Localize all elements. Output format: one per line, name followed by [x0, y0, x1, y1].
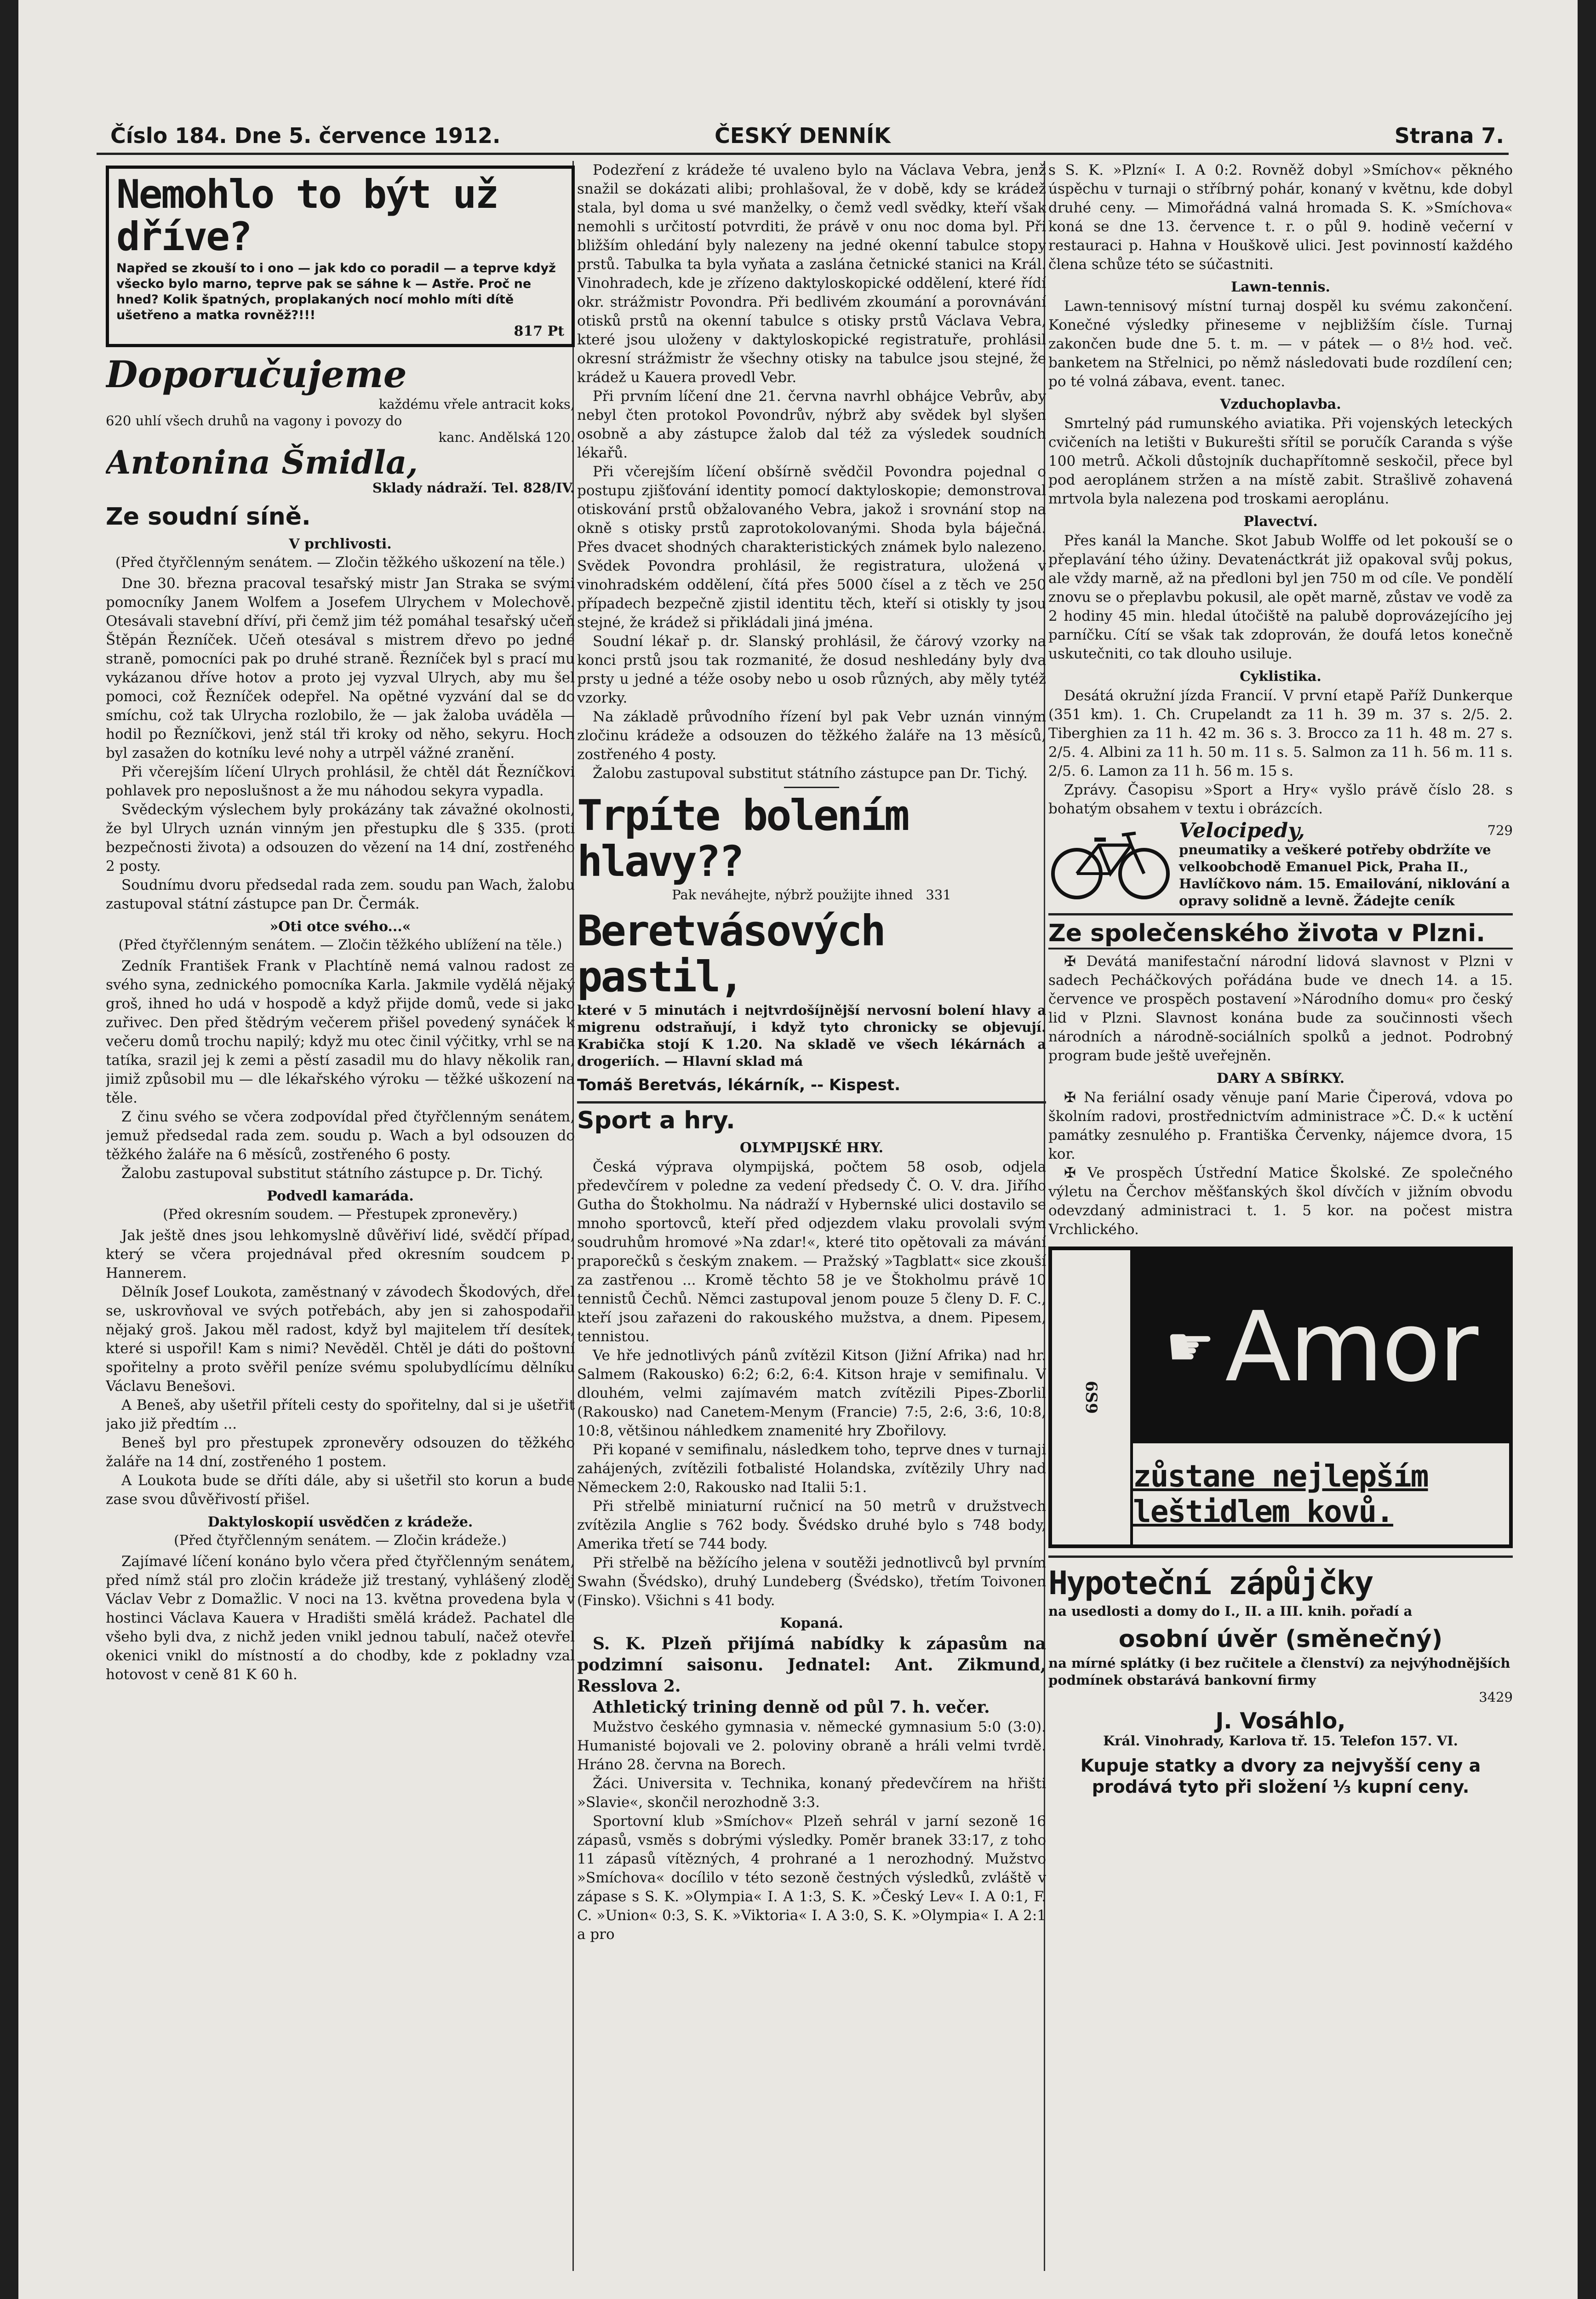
ad-body: pneumatiky a veškeré potřeby obdržíte ve velkoobchodě Emanuel Pick, Praha II., Havlíčkovo nám. 15. Emailování, niklování a opravy solidně a levně. Žádejte ceník [1179, 842, 1510, 909]
section-heading: Ze společenského života v Plzni. [1048, 919, 1513, 949]
ad-headline-row [1179, 819, 1513, 842]
ad-line: Kupuje statky a dvory za nejvyšší ceny a prodává tyto při složení ⅓ kupní ceny. [1080, 1756, 1481, 1797]
astra-advertisement [106, 166, 575, 347]
article-paragraph: Lawn-tennisový místní turnaj dospěl ku svému zakončení. Konečné výsledky přineseme v nejbližším čísle. Turnaj zakončen bude dne 5. t. m. — v pátek — o 8½ hod. več. banketem na Střelnici, po němž následovati bude rozdílení cen; po té volná zábava, event. tanec. [1048, 298, 1513, 390]
ad-company: J. Vosáhlo, [1215, 1708, 1346, 1734]
newspaper-page [18, 0, 1578, 2299]
amor-slogan: zůstane nejlepším leštidlem kovů. [1133, 1458, 1428, 1529]
article-paragraph: Sportovní klub »Smíchov« Plzeň sehrál v jarní sezoně 16 zápasů, vsměs s dobrými výsledky. Poměr branek 33:17, z toho 11 zápasů vítězných, 4 prohrané a 1 nerozhodný. Mužstvo »Smíchova« docílilo v této sezoně čestných výsledků, zvláště v zápase s S. K. »Olympia« I. A 1:3, S. K. »Český Lev« I. A 0:1, F. C. »Union« 0:3, S. K. »Viktoria« I. A 3:0, S. K. »Olympia« I. A 2:1 a pro [577, 1813, 1046, 1943]
ad-headline: Nemohlo to být už dříve? [116, 172, 498, 260]
ad-line: 620 uhlí všech druhů na vagony i povozy do [106, 413, 402, 429]
ad-body: které v 5 minutách i nejtvrdošíjnější nervosní bolení hlavy a migrenu odstraňují, i když tyto chronicky se objevují. Krabička stojí K 1.20. Na skladě ve všech lékárnách a drogeriích. — Hlavní sklad má [577, 1002, 1046, 1069]
ad-number: 729 [1487, 823, 1513, 838]
ad-seller: Tomáš Beretvás, lékárník, -- Kispest. [577, 1076, 900, 1094]
article-paragraph: Zprávy. Časopisu »Sport a Hry« vyšlo právě číslo 28. s bohatým obsahem v textu i obrázcích. [1048, 782, 1513, 817]
ad-subline-text: Pak neváhejte, nýbrž použijte ihned [672, 887, 913, 903]
article-paragraph: Beneš byl pro přestupek zpronevěry odsouzen do těžkého žaláře na 14 dní, zostřeného 1 postem. [106, 1435, 575, 1470]
article-paragraph: ✠ Ve prospěch Ústřední Matice Školské. Ze společného výletu na Čerchov měšťanských škol dívčích v jižním obvodu odevzdaný administraci t. 1. 5 kor. na počest mistra Vrchlického. [1048, 1165, 1513, 1238]
article-paragraph: Zajímavé líčení konáno bylo včera před čtyřčlenným senátem, před nímž stál pro zločin krádeže již trestaný, vyhlášený zloděj Václav Vebr z Domažlic. V noci na 13. května provedena byla v hostinci Václava Kauera v Hradišti smělá krádež. Pachatel dle všeho byli dva, z nichž jeden vnikl jednou tabulí, načež otevřel okenici vnikl do místností a do chodby, kde z pokladny vzal hotovost v ceně 81 K 60 h. [106, 1553, 575, 1683]
article-title: Daktyloskopií usvědčen z krádeže. [207, 1514, 473, 1530]
coal-advertisement [106, 355, 575, 496]
article-title: Plavectví. [1243, 514, 1318, 530]
article-v-prchlivosti [106, 536, 575, 914]
article-paragraph: Mužstvo českého gymnasia v. německé gymnasium 5:0 (3:0). Humanisté bojovali ve 2. poloviny obraně a hráli velmi tvrdě. Hráno 28. června na Borech. [577, 1719, 1046, 1773]
ad-address: Král. Vinohrady, Karlova tř. 15. Telefon 157. VI. [1103, 1733, 1458, 1749]
scan-edge-left [0, 0, 18, 2299]
ad-headline: Trpíte bolením hlavy?? [577, 791, 908, 886]
article-paragraph: Desátá okružní jízda Francií. V první etapě Paříž Dunkerque (351 km). 1. Ch. Crupelandt za 11 h. 39 m. 37 s. 2/5. 2. Tiberghien za 11 h. 42 m. 36 s. 3. Brocco za 11 h. 48 m. 27 s. 2/5. 4. Albini za 11 h. 50 m. 11 s. 5. Salmon za 11 h. 56 m. 11 s. 2/5. 6. Lamon za 11 h. 56 m. 15 s. [1048, 687, 1513, 779]
ad-company: Antonina Šmidla, [106, 443, 418, 481]
article-paragraph: Zedník František Frank v Plachtíně nemá valnou radost ze svého syna, zednického pomocníka Karla. Jakmile vydělá nějaký groš, ihned ho udá v hospodě a když přijde domů, vede si jako zuřivec. Den před štědrým večerem přišel povedený synáček k večeru domů trochu napilý; když mu otec činil výčitky, vrhl se na tatíka, srazil jej k zemi a pěstí zasadil mu do hlavy několik ran, jimiž způsobil mu — dle lékařského výroku — těžké uškození na těle. [106, 958, 575, 1106]
amor-brand: Amor [1225, 1290, 1477, 1403]
article-paragraph: Soudní lékař p. dr. Slanský prohlásil, že čárový vzorky na konci prstů jsou tak rozmanité, že dosud neshledány byly dva prsty u jedné a téže osoby nebo u osob různých, aby měly tytéž vzorky. [577, 633, 1046, 706]
velocipede-advertisement [1048, 819, 1513, 915]
article-daktyloskopie [106, 1514, 575, 1684]
article-paragraph: Podezření z krádeže té uvaleno bylo na Václava Vebra, jenž snažil se dokázati alibi; prohlašoval, že v době, kdy se krádež stala, byl doma u své manželky, o čemž vedl svědky, kteří však nemohli s určitostí potvrditi, že právě v onu noc doma byl. Při bližším ohledání byly nalezeny na jedné okenní tabulce stopy prstů. Tabulka ta byla vyňata a zaslána četnické stanici na Král. Vinohradech, kde je zřízeno daktyloskopické oddělení, které řídí okr. strážmistr Povondra. Při bedlivém zkoumání a porovnávání otisků prstů na okenní tabulce s otisky prstů Václava Vebra, které jsou uloženy v daktyloskopické registratuře, prohlásil okresní strážmistr že všechny otisky na tabulce jsou stejné, že krádež u Kauera provedl Vebr. [577, 162, 1046, 386]
article-title: DARY A SBÍRKY. [1216, 1070, 1345, 1087]
issue-info: Číslo 184. Dne 5. července 1912. [110, 123, 501, 148]
article-court-note: (Před čtyřčlenným senátem. — Zločin krádeže.) [174, 1533, 507, 1549]
mortgage-advertisement [1048, 1556, 1513, 1797]
ad-headline: Doporučujeme [106, 353, 407, 396]
ad-body: Napřed se zkouší to i ono — jak kdo co poradil — a teprve když všecko bylo marno, teprve pak se sáhne k — Astře. Proč ne hned? Kolik špatných, proplakaných nocí mohlo míti dítě ušetřeno a matka rovněž?!!! [116, 261, 556, 322]
article-paragraph: Při prvním líčení dne 21. června navrhl obhájce Vebrův, aby nebyl čten protokol Povondrův, nýbrž aby svědek byl slyšen osobně a aby zástupce žalob dal též za výsledek soudních lékařů. [577, 388, 1046, 461]
article-paragraph: Při kopané v semifinalu, následkem toho, teprve dnes v turnaji zahájených, zvítězili fotbalisté Holandska, zvítězily Uhry nad Německem 2:0, Rakousko nad Italii 5:1. [577, 1441, 1046, 1496]
article-paragraph: Žalobu zastupoval substitut státního zástupce p. Dr. Tichý. [121, 1165, 543, 1182]
article-title: »Oti otce svého...« [269, 919, 411, 935]
article-paragraph: Na základě průvodního řízení byl pak Vebr uznán vinným zločinu krádeže a odsouzen do těžkého žaláře na 13 měsíců, zostřeného 4 posty. [577, 709, 1046, 763]
section-heading: Sport a hry. [577, 1101, 1046, 1135]
article-paragraph: Při střelbě miniaturní ručnicí na 50 metrů v družstvech zvítězila Anglie s 762 body. Švédsko druhé bylo s 748 body, Amerika třetí se 744 body. [577, 1498, 1046, 1552]
amor-main-panel [1133, 1250, 1509, 1544]
article-paragraph: s S. K. »Plzní« I. A 0:2. Rovněž dobyl »Smíchov« pěkného úspěchu v turnaji o stříbrný pohár, konaný v květnu, kde dobyl druhé ceny. — Mimořádná valná hromada S. K. »Smíchova« koná se dne 13. července t. r. o půl 9. hodině večerní v restauraci p. Hahna v Houškově ulici. Jest povinností každého člena schůze této se súčastniti. [1048, 162, 1513, 273]
section-heading: Ze soudní síně. [106, 503, 311, 531]
article-court-note: (Před čtyřčlenným senátem. — Zločin těžkého uškození na těle.) [115, 555, 566, 571]
article-title: Cyklistika. [1240, 669, 1321, 685]
ad-line: každému vřele antracit koks, [378, 396, 575, 412]
column-3 [1048, 161, 1513, 2271]
ad-number: 6S9 [1082, 1381, 1100, 1414]
article-oti-otce [106, 918, 575, 1183]
article-paragraph: Smrtelný pád rumunského aviatika. Při vojenských leteckých cvičeních na letišti v Bukurešti sřítil se poručík Caranda s výše 100 metrů. Ačkoli důstojník duchapřítomně seskočil, přece byl pod aeroplánem stržen a na místě zabit. Strašlivě zohavená mrtvola byla nalezena pod troskami aeroplánu. [1048, 415, 1513, 507]
amor-side-panel [1052, 1250, 1133, 1544]
article-paragraph: Při střelbě na běžícího jelena v soutěži jednotlivců byl prvním Swahn (Švédsko), druhý Lundeberg (Švédsko), třetím Toivonen (Finsko). Všichni s 41 body. [577, 1555, 1046, 1609]
article-title: Lawn-tennis. [1231, 279, 1330, 295]
article-paragraph: Přes kanál la Manche. Skot Jabub Wolffe od let pokouší se o přeplavání tého úžiny. Devatenáctkrát již opakoval svůj pokus, ale vždy marně, až na předloni byl jen 750 m od cíle. Ve pondělí znovu se o přeplavbu pokusil, ale opět marně, zůstav ve vodě za 2 hodiny 45 min. hledal útočiště na palubě doprovázejícího jej parníčku. Cítí se však tak zdoprován, že doufá letos konečně uskutečniti, co tak dlouho usiluje. [1048, 532, 1513, 662]
ad-line: kanc. Andělská 120. [438, 429, 575, 445]
ad-number: 817 Pt [514, 323, 564, 339]
article-paragraph: A Beneš, aby ušetřil příteli cesty do spořitelny, dal si je ušetřit jako již předtím ... [106, 1397, 575, 1432]
bicycle-icon [1048, 822, 1173, 900]
ad-headline: Hypoteční zápůjčky [1048, 1564, 1373, 1602]
article-paragraph: A Loukota bude se dříti dále, aby si ušetřil sto korun a bude zase svou důvěřivostí přišel. [106, 1472, 575, 1508]
velocipede-ad-text [1179, 819, 1513, 909]
article-paragraph: Žáci. Universita v. Technika, konaný předevčírem na hřišti »Slavie«, skončil nerozhodně 3:3. [577, 1775, 1046, 1811]
article-paragraph: Dělník Josef Loukota, zaměstnaný v závodech Škodových, dřel se, uskrovňoval ve svých potřebách, aby jen si zahospodařil nějaký groš. Jakou měl radost, když byl majitelem tří desítek, které si uspořil! Kam s nimi? Nevěděl. Chtěl je dáti do poštovní spořitelny a proto svěřil peníze svému spolubydlícímu dělníku Václavu Benešovi. [106, 1284, 575, 1395]
column-1 [106, 161, 575, 2271]
amor-advertisement [1048, 1247, 1513, 1548]
article-title: OLYMPIJSKÉ HRY. [739, 1140, 884, 1156]
ad-subline [577, 886, 1046, 904]
ad-line: na mírné splátky (i bez ručitele a členství) za nejvýhodnějších podmínek obstarává bankovní firmy [1048, 1655, 1510, 1688]
article-podvedl-kamarada [106, 1188, 575, 1509]
article-paragraph: ✠ Devátá manifestační národní lidová slavnost v Plzni v sadech Pecháčkových pořádána bude ve dnech 14. a 15. července ve prospěch postavení »Národního domu« pro český lid v Plzni. Slavnost konána bude za součinnosti všech národních a národně-sociálních spolků a jednot. Podrobný program bude ještě uveřejněn. [1048, 953, 1513, 1064]
ad-line: na usedlosti a domy do I., II. a III. knih. pořadí a [1048, 1603, 1413, 1619]
pointing-hand-icon: ☛ [1165, 1315, 1215, 1379]
article-paragraph: Česká výprava olympijská, počtem 58 osob, odjela předevčírem v poledne za vedení předsedy Č. O. V. dra. Jiřího Gutha do Štokholmu. Na nádraží v Hybernské ulici dostavilo se mnoho sportovců, kteří před odjezdem vlaku provolali svým soudruhům hromové »Na zdar!«, které tito opětovali za mávání praporečků s českým znakem. — Pražský »Tagblatt« sice zkouší za zastřenou ... Kromě těchto 58 je ve Štokholmu právě 10 tennistů Čechů. Němci zastupoval jenom pouze 5 členy D. F. C., kteří jsou zařazeni do rakouského mužstva, a dnem. Pipesem, tennistou. [577, 1159, 1046, 1345]
article-paragraph: S. K. Plzeň přijímá nabídky k zápasům na podzimní saisonu. Jednatel: Ant. Zikmund, Resslova 2. [577, 1634, 1046, 1696]
ad-line: Sklady nádraží. Tel. 828/IV. [372, 480, 575, 496]
article-title: V prchlivosti. [289, 536, 392, 552]
article-title: Podvedl kamaráda. [267, 1188, 414, 1204]
article-paragraph: ✠ Na feriální osady věnuje paní Marie Čiperová, vdova po školním radovi, prostřednictvím administrace »Č. D.« k uctění památky zesnulého p. Františka Červenky, nájemce dvora, 15 kor. [1048, 1089, 1513, 1162]
article-court-note: (Před okresním soudem. — Přestupek zpronevěry.) [163, 1207, 518, 1223]
ad-highlight: osobní úvěr (směnečný) [1118, 1625, 1443, 1653]
ad-headline: Velocipedy, [1179, 819, 1305, 842]
article-paragraph: Svědeckým výslechem byly prokázány tak závažné okolnosti, že byl Ulrych uznán vinným jen přestupku dle § 335. (proti bezpečnosti života) a odsouzen do vězení na 14 dní, zostřeného 2 posty. [106, 801, 575, 875]
article-paragraph: Žalobu zastupoval substitut státního zástupce pan Dr. Tichý. [593, 765, 1028, 782]
article-paragraph: Jak ještě dnes jsou lehkomyslně důvěřiví lidé, svědčí případ, který se včera projednával před okresním soudcem p. Hannerem. [106, 1227, 575, 1281]
article-title: Vzduchoplavba. [1220, 396, 1341, 412]
article-paragraph: Při včerejším líčení obšírně svědčil Povondra pojednal o postupu zjišťování identity pomocí daktyloskopie; demonstroval otiskování prstů obžalovaného Vebra, jakož i srovnání stop na okně s otisky prstů zaprotokolovanými. Shoda byla báječná. Přes dvacet shodných charakteristických známek bylo nalezeno. Svědek Povondra prohlásil, že registratura, uložená v vinohradském oddělení, čítá přes 5000 čísel a z těch ve 250 případech bezpečně zjistil identitu těch, kteří si otiskly ty jsou stejné, že krádež si přikládali jiná jména. [577, 463, 1046, 631]
article-paragraph: Z činu svého se včera zodpovídal před čtyřčlenným senátem, jemuž předsedal rada zem. soudu p. Wach a byl odsouzen do těžkého žaláře na 6 měsíců, zostřeného 6 posty. [106, 1109, 575, 1163]
page-number: Strana 7. [1394, 123, 1504, 148]
scan-edge-right [1578, 0, 1596, 2299]
article-paragraph: Athletický trining denně od půl 7. h. večer. [593, 1698, 990, 1717]
article-paragraph: Ve hře jednotlivých pánů zvítězil Kitson (Jižní Afrika) nad hr. Salmem (Rakousko) 6:2; 6:2, 6:4. Kitson hraje v semifinalu. V dlouhém, velmi zajímavém match zvítězili Pipes-Zborlil (Rakousko) nad Canetem-Menym (Francie) 7:5, 2:6, 3:6, 10:8, 10:8, většinou náhledkem znamenité hry Zbořilovy. [577, 1347, 1046, 1439]
ad-product: Beretvásových pastil, [577, 906, 885, 1001]
article-court-note: (Před čtyřčlenným senátem. — Zločin těžkého ublížení na těle.) [118, 937, 562, 953]
article-paragraph: Při včerejším líčení Ulrych prohlásil, že chtěl dát Řezníčkovi pohlavek pro neposlušnost a že mu náhodou sekyra vypadla. [106, 764, 575, 799]
page-header [97, 120, 1509, 155]
masthead-title: ČESKÝ DENNÍK [715, 123, 891, 148]
article-paragraph: Dne 30. března pracoval tesařský mistr Jan Straka se svými pomocníky Janem Wolfem a Josefem Ulrychem v Molechově. Otesávali stavební dříví, při čemž jim též pomáhal tesařský učeň Štěpán Řezníček. Učeň otesával s mistrem dřevo po jedné straně, pomocníci pak po druhé straně. Řezníček byl s prací mu vykázanou dříve hotov a proto jej vyzval Ulrych, aby mu šel pomoci, což Řezníček odepřel. Na opětné vyzvání dal se do smíchu, což tak Ulrycha rozlobilo, že — jak žaloba uváděla — hodil po Řezníčkovi, jenž stál tři kroky od něho, sekyru. Hoch byl zasažen do kotníku levé nohy a utrpěl vážné zranění. [106, 575, 575, 761]
column-2 [577, 161, 1046, 2271]
beretvas-advertisement [577, 793, 1046, 1095]
article-title: Kopaná. [780, 1615, 843, 1631]
amor-banner [1133, 1250, 1509, 1443]
ad-number: 3429 [1479, 1689, 1513, 1705]
article-paragraph: Soudnímu dvoru předsedal rada zem. soudu pan Wach, žalobu zastupoval státní zástupce pan Dr. Čermák. [106, 877, 575, 912]
divider [784, 787, 839, 788]
ad-number: 331 [926, 887, 951, 903]
